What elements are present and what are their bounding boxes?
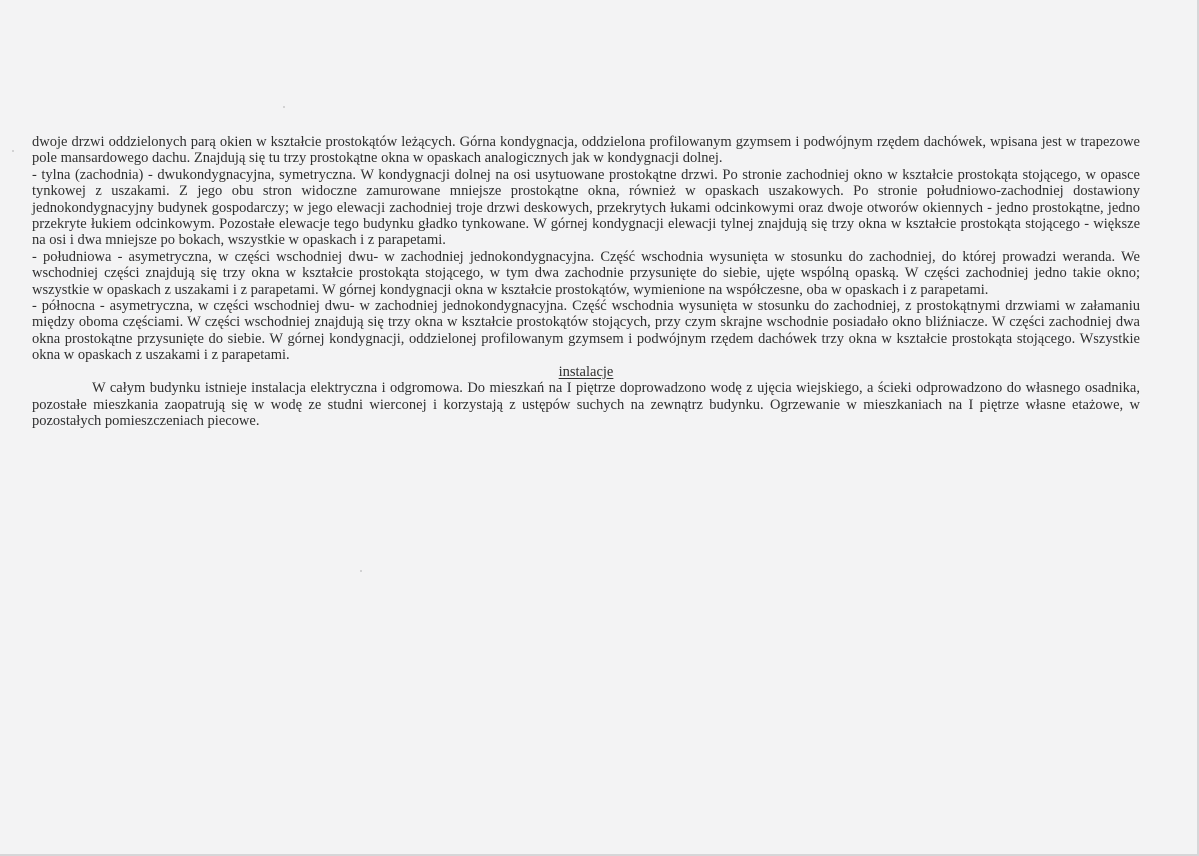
paragraph-south-elevation: - południowa - asymetryczna, w części wschodniej dwu- w zachodniej jednokondygnacyjna. Część wschodnia wysunięta w stosunku do zachodniej, do której prowadzi weranda. We wschodniej części znajdują się trzy okna w kształcie prostokąta stojącego, w tym dwa zachodnie przysunięte do siebie, ujęte wspólną opaską. W części zachodniej jedno takie okno; wszystkie w opaskach z uszakami i z parapetami. W górnej kondygnacji okna w kształcie prostokątów, wymienione na współczesne, oba w opaskach i z parapetami. <box>32 248 1140 298</box>
scan-speck <box>283 106 285 108</box>
section-heading-installations: instalacje <box>558 363 614 380</box>
document-body <box>32 134 1140 429</box>
paragraph-front-elevation-continued: dwoje drzwi oddzielonych parą okien w kształcie prostokątów leżących. Górna kondygnacja, oddzielona profilowanym gzymsem i podwójnym rzędem dachówek, wpisana jest w trapezowe pole mansardowego dachu. Znajdują się tu trzy prostokątne okna w opaskach analogicznych jak w kondygnacji dolnej. <box>32 134 1140 167</box>
paragraph-rear-elevation: - tylna (zachodnia) - dwukondygnacyjna, symetryczna. W kondygnacji dolnej na osi usytuowane prostokątne drzwi. Po stronie zachodniej okno w kształcie prostokąta stojącego, w opasce tynkowej z uszakami. Z jego obu stron widoczne zamurowane mniejsze prostokątne okna, również w opaskach uszakowych. Po stronie południowo-zachodniej dostawiony jednokondygnacyjny budynek gospodarczy; w jego elewacji zachodniej troje drzwi deskowych, przekrytych łukami odcinkowymi oraz dwoje otworów okiennych - jedno prostokątne, jedno przekryte łukiem odcinkowym. Pozostałe elewacje tego budynku gładko tynkowane. W górnej kondygnacji elewacji tylnej znajdują się trzy okna w kształcie prostokąta stojącego - większe na osi i dwa mniejsze po bokach, wszystkie w opaskach i z parapetami. <box>32 166 1140 249</box>
paragraph-north-elevation: - północna - asymetryczna, w części wschodniej dwu- w zachodniej jednokondygnacyjna. Część wschodnia wysunięta w stosunku do zachodniej, z prostokątnymi drzwiami w załamaniu między oboma częściami. W części wschodniej znajdują się trzy okna w kształcie prostokątów stojących, przy czym skrajne wschodnie posiadało okno bliźniacze. W części zachodniej dwa okna prostokątne przysunięte do siebie. W górnej kondygnacji, oddzielonej profilowanym gzymsem i podwójnym rzędem dachówek trzy okna w kształcie prostokąta stojącego. Wszystkie okna w opaskach z uszakami i z parapetami. <box>32 298 1140 364</box>
paragraph-installations: W całym budynku istnieje instalacja elektryczna i odgromowa. Do mieszkań na I piętrze doprowadzono wodę z ujęcia wiejskiego, a ścieki odprowadzono do własnego osadnika, pozostałe mieszkania zaopatrują się w wodę ze studni wierconej i korzystają z ustępów suchych na zewnątrz budynku. Ogrzewanie w mieszkaniach na I piętrze własne etażowe, w pozostałych pomieszczeniach piecowe. <box>32 380 1140 429</box>
scan-speck <box>12 150 14 152</box>
scan-speck <box>360 570 362 572</box>
